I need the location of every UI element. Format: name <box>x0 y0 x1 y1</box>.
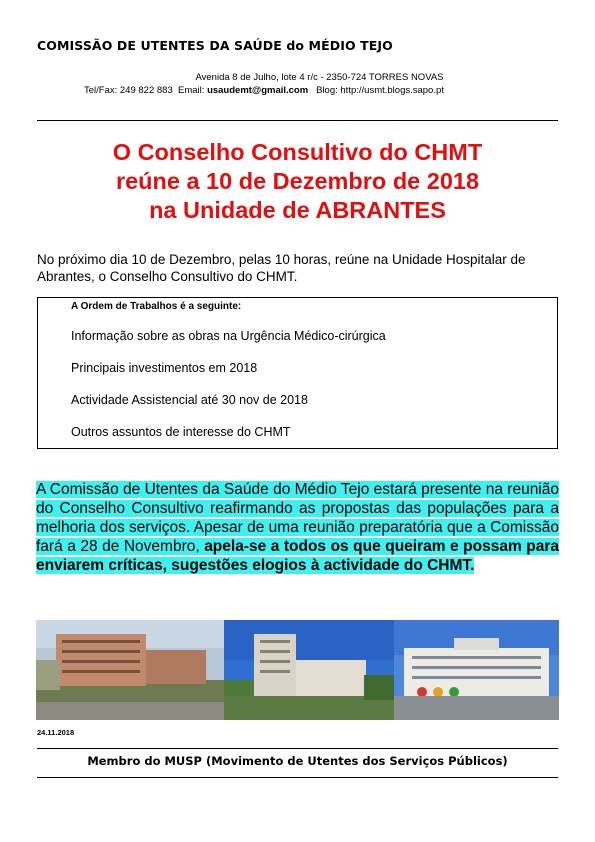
title-line-3: na Unidade de ABRANTES <box>149 197 446 223</box>
header-divider <box>37 120 558 121</box>
email-address[interactable]: usaudemt@gmail.com <box>207 85 309 96</box>
blog-link[interactable]: Blog: http://usmt.blogs.sapo.pt <box>316 85 444 96</box>
tel-fax: Tel/Fax: 249 822 883 <box>84 85 173 96</box>
footer-text: Membro do MUSP (Movimento de Utentes dos Serviços Públicos) <box>87 754 508 768</box>
hospital-photo-2 <box>224 620 394 720</box>
title-line-1: O Conselho Consultivo do CHMT <box>112 139 483 165</box>
footer-divider-top <box>37 748 558 749</box>
agenda-item: Actividade Assistencial até 30 nov de 2018 <box>71 393 308 407</box>
hospital-photo-3 <box>394 620 559 720</box>
highlight-text: A Comissão de Utentes da Saúde do Médio Tejo estará presente na reunião do Conselho Consultivo reafirmando as propostas das populações para a melhoria dos serviços. Apesar de uma reunião preparatória que a Comissão fará a 28 de Novembro, <box>36 481 559 555</box>
contact-line <box>84 85 444 96</box>
agenda-heading: A Ordem de Trabalhos é a seguinte: <box>71 301 242 312</box>
email-label: Email: <box>178 85 205 96</box>
footer-divider-bottom <box>37 777 558 778</box>
address-line: Avenida 8 de Julho, lote 4 r/c - 2350-724 TORRES NOVAS <box>195 72 444 83</box>
intro-paragraph: No próximo dia 10 de Dezembro, pelas 10 horas, reúne na Unidade Hospitalar de Abrantes, o Conselho Consultivo do CHMT. <box>37 252 526 284</box>
agenda-box <box>37 297 558 449</box>
title-line-2: reúne a 10 de Dezembro de 2018 <box>115 168 480 194</box>
agenda-item: Informação sobre as obras na Urgência Médico-cirúrgica <box>71 329 386 343</box>
highlight-bold-text: apela-se a todos os que queiram e possam para enviarem críticas, sugestões elogios à actividade do CHMT. <box>36 538 559 574</box>
agenda-item: Principais investimentos em 2018 <box>71 361 258 375</box>
highlight-paragraph <box>36 480 559 575</box>
hospital-photo-1 <box>36 620 224 720</box>
organization-name: COMISSÃO DE UTENTES DA SAÚDE do MÉDIO TEJO <box>37 38 393 53</box>
page-title <box>0 138 595 225</box>
hospital-photos <box>36 620 559 720</box>
document-date: 24.11.2018 <box>37 728 75 737</box>
agenda-item: Outros assuntos de interesse do CHMT <box>71 425 291 439</box>
